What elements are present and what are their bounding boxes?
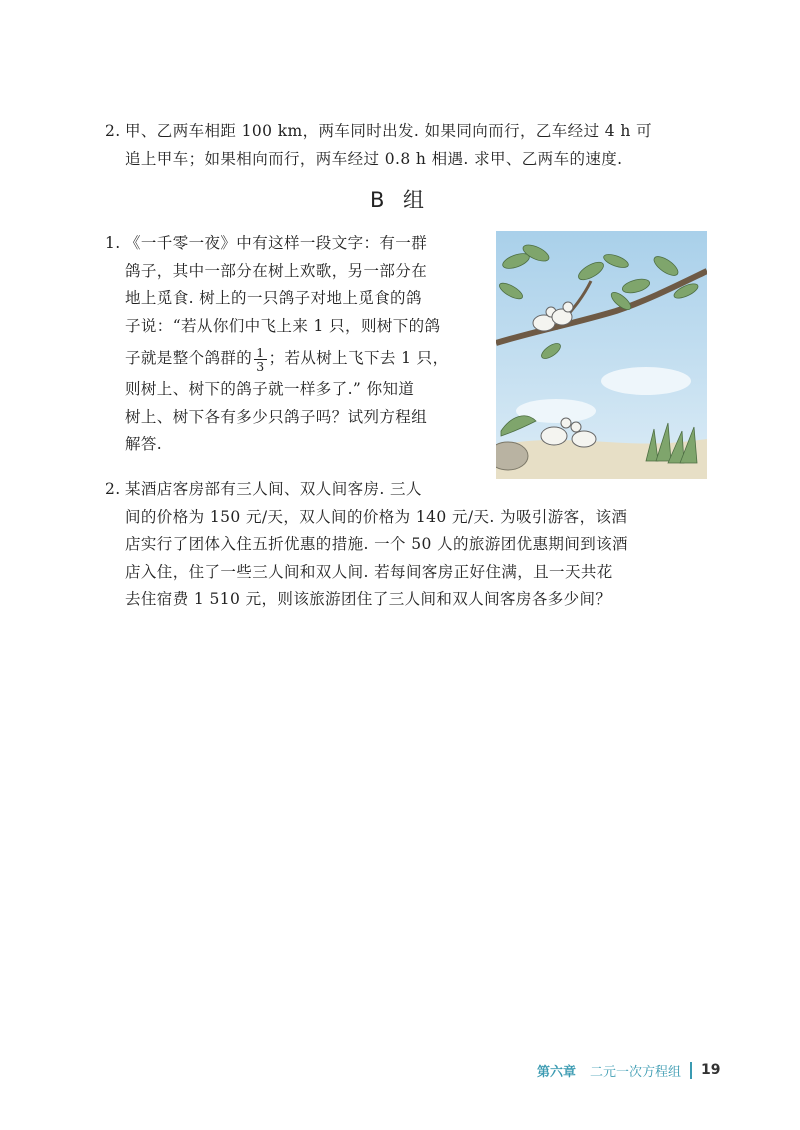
problem-text-line: 《一千零一夜》中有这样一段文字：有一群 [125, 234, 428, 252]
problem-text-line: 去住宿费 1 510 元，则该旅游团住了三人间和双人间客房各多少间？ [125, 590, 612, 608]
problem-b2 [105, 476, 705, 614]
problem-text-line: 间的价格为 150 元/天，双人间的价格为 140 元/天. 为吸引游客，该酒 [125, 507, 628, 526]
problem-text-line: 店实行了团体入住五折优惠的措施. 一个 50 人的旅游团优惠期间到该酒 [125, 535, 628, 553]
problem-number: 2. [105, 480, 121, 498]
pigeons-illustration [496, 231, 707, 479]
problem-text-line: 树上、树下各有多少只鸽子吗？试列方程组 [125, 407, 428, 426]
problem-text-line: 则树上、树下的鸽子就一样多了.” 你知道 [125, 380, 415, 398]
problem-b1 [105, 230, 490, 459]
problem-number: 1. [105, 234, 121, 252]
text-segment: ；若从树上飞下去 1 只， [268, 349, 449, 367]
problem-number: 2. [105, 122, 121, 140]
problem-a2 [105, 118, 705, 173]
text-segment: 子就是整个鸽群的 [125, 349, 253, 367]
problem-text-line: 鸽子，其中一部分在树上欢歌，另一部分在 [125, 261, 428, 280]
cloud [601, 367, 691, 395]
page-footer [537, 1060, 721, 1080]
chapter-title: 二元一次方程组 [590, 1064, 682, 1080]
page-number: 19 [701, 1062, 721, 1078]
chapter-number: 第六章 [537, 1064, 577, 1080]
problem-text-line: 解答. [125, 435, 163, 453]
problem-text-line: 地上觅食. 树上的一只鸽子对地上觅食的鸽 [125, 289, 422, 307]
section-heading: B 组 [369, 188, 431, 212]
fraction-numerator: 1 [256, 344, 265, 360]
problem-text-line: 店入住，住了一些三人间和双人间. 若每间客房正好住满，且一天共花 [125, 562, 613, 581]
problem-text-line: 某酒店客房部有三人间、双人间客房. 三人 [125, 480, 422, 498]
problem-text-line-with-fraction [105, 340, 490, 376]
fraction-one-third [254, 346, 266, 373]
footer-divider [690, 1062, 692, 1079]
problem-text-line: 甲、乙两车相距 100 km，两车同时出发. 如果同向而行，乙车经过 4 h 可 [125, 122, 653, 140]
problem-text-line: 子说：“若从你们中飞上来 1 只，则树下的鸽 [125, 316, 441, 335]
problem-text-line: 追上甲车；如果相向而行，两车经过 0.8 h 相遇. 求甲、乙两车的速度. [125, 149, 623, 168]
fraction-denominator: 3 [256, 358, 265, 374]
